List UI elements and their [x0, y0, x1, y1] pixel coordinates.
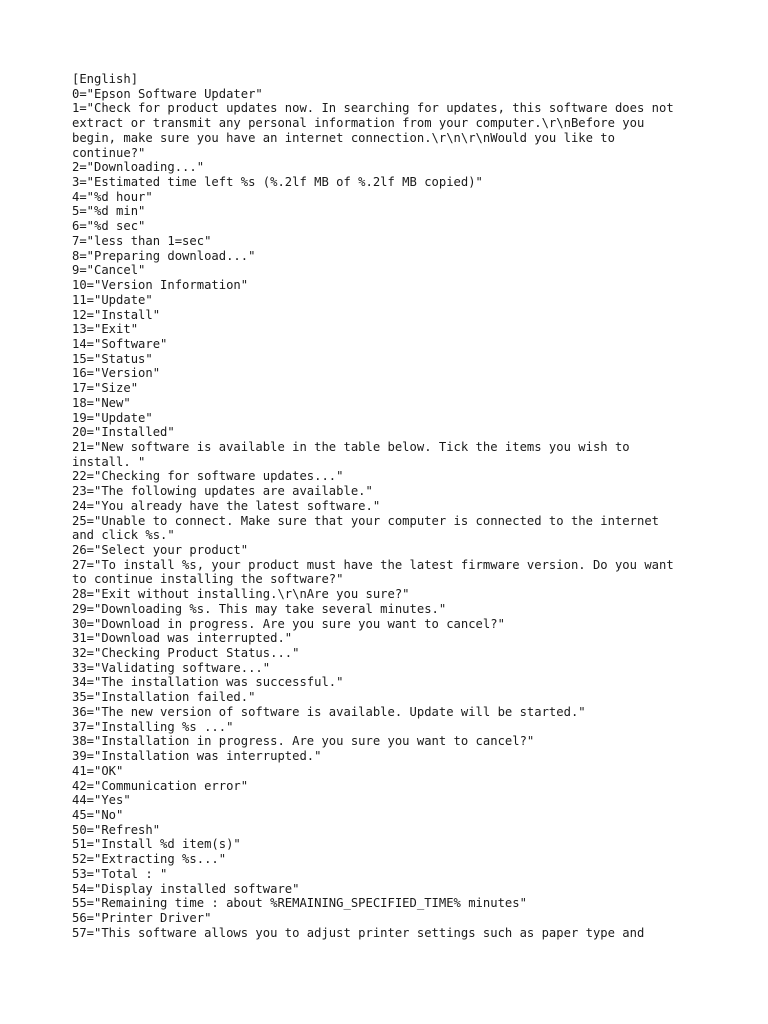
text-line: 24="You already have the latest software."	[72, 498, 381, 513]
text-line: 39="Installation was interrupted."	[72, 749, 322, 764]
text-line: 6="%d sec"	[72, 219, 146, 234]
text-line: 32="Checking Product Status..."	[72, 646, 300, 661]
text-line: 50="Refresh"	[72, 822, 161, 837]
text-line: 7="less than 1=sec"	[72, 233, 212, 248]
text-line: 3="Estimated time left %s (%.2lf MB of %.2lf MB copied)"	[72, 175, 483, 190]
text-line: 2="Downloading..."	[72, 160, 205, 175]
text-line: 20="Installed"	[72, 425, 175, 440]
text-line: to continue installing the software?"	[72, 572, 344, 587]
text-line: 56="Printer Driver"	[72, 910, 212, 925]
text-line: 17="Size"	[72, 381, 139, 396]
text-line: 45="No"	[72, 807, 124, 822]
text-line: 14="Software"	[72, 336, 168, 351]
text-line: 19="Update"	[72, 410, 153, 425]
text-line: 52="Extracting %s..."	[72, 852, 227, 867]
text-line: 27="To install %s, your product must have the latest firmware version. Do you want	[72, 557, 674, 572]
text-line: 5="%d min"	[72, 204, 146, 219]
document-text	[72, 72, 712, 940]
text-line: 4="%d hour"	[72, 189, 153, 204]
text-line: 34="The installation was successful."	[72, 675, 344, 690]
text-line: 10="Version Information"	[72, 278, 249, 293]
text-line: 13="Exit"	[72, 322, 139, 337]
text-line: [English]	[72, 72, 139, 86]
text-line: 42="Communication error"	[72, 778, 249, 793]
text-line: 9="Cancel"	[72, 263, 146, 278]
text-line: 53="Total : "	[72, 866, 168, 881]
text-line: and click %s."	[72, 528, 175, 543]
text-line: 36="The new version of software is available. Update will be started."	[72, 704, 586, 719]
text-line: 38="Installation in progress. Are you sure you want to cancel?"	[72, 734, 535, 749]
text-line: 29="Downloading %s. This may take several minutes."	[72, 601, 447, 616]
text-line: 22="Checking for software updates..."	[72, 469, 344, 484]
text-line: 23="The following updates are available."	[72, 484, 373, 499]
text-line: install. "	[72, 454, 146, 469]
text-line: extract or transmit any personal information from your computer.\r\nBefore you	[72, 116, 645, 131]
text-line: 37="Installing %s ..."	[72, 719, 234, 734]
text-line: 33="Validating software..."	[72, 660, 271, 675]
text-line: 57="This software allows you to adjust printer settings such as paper type and	[72, 925, 645, 940]
text-line: 18="New"	[72, 395, 131, 410]
text-line: continue?"	[72, 145, 146, 160]
text-line: 31="Download was interrupted."	[72, 631, 293, 646]
text-line: begin, make sure you have an internet connection.\r\n\r\nWould you like to	[72, 130, 615, 145]
text-line: 28="Exit without installing.\r\nAre you sure?"	[72, 587, 410, 602]
text-line: 0="Epson Software Updater"	[72, 86, 263, 101]
text-line: 51="Install %d item(s)"	[72, 837, 241, 852]
text-line: 25="Unable to connect. Make sure that your computer is connected to the internet	[72, 513, 659, 528]
text-line: 26="Select your product"	[72, 543, 249, 557]
text-line: 11="Update"	[72, 292, 153, 307]
text-line: 30="Download in progress. Are you sure you want to cancel?"	[72, 616, 505, 631]
text-line: 21="New software is available in the table below. Tick the items you wish to	[72, 439, 630, 454]
text-line: 41="OK"	[72, 763, 124, 778]
text-line: 8="Preparing download..."	[72, 248, 256, 263]
text-line: 16="Version"	[72, 366, 161, 381]
text-line: 55="Remaining time : about %REMAINING_SPECIFIED_TIME% minutes"	[72, 896, 527, 911]
text-line: 12="Install"	[72, 307, 161, 322]
text-line: 15="Status"	[72, 351, 153, 366]
text-line: 54="Display installed software"	[72, 881, 300, 896]
text-line: 44="Yes"	[72, 793, 131, 808]
text-line: 1="Check for product updates now. In searching for updates, this software does not	[72, 101, 674, 116]
text-line: 35="Installation failed."	[72, 690, 256, 705]
